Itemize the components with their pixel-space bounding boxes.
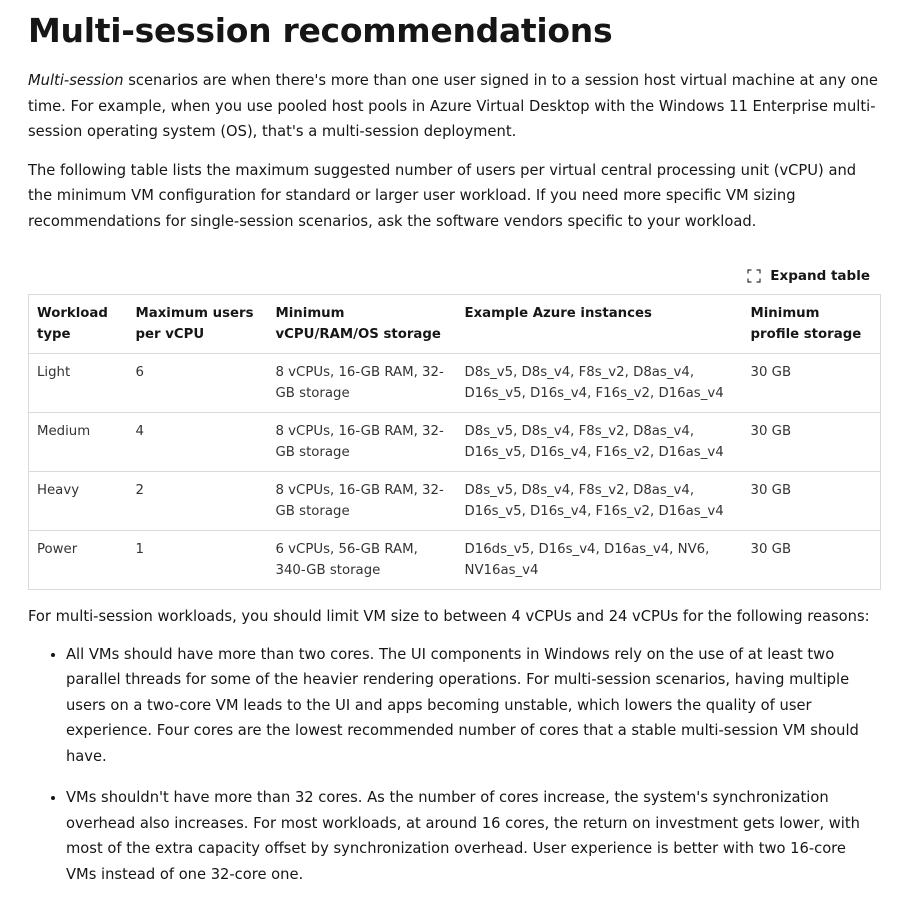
cell-example-instances: D8s_v5, D8s_v4, F8s_v2, D8as_v4, D16s_v5, D16s_v4, F16s_v2, D16as_v4 bbox=[457, 354, 743, 413]
cell-example-instances: D8s_v5, D8s_v4, F8s_v2, D8as_v4, D16s_v5, D16s_v4, F16s_v2, D16as_v4 bbox=[457, 472, 743, 531]
cell-profile-storage: 30 GB bbox=[743, 472, 881, 531]
header-max-users: Maximum users per vCPU bbox=[128, 295, 268, 354]
table-row bbox=[29, 531, 881, 590]
recommendations-table bbox=[28, 294, 881, 590]
table-header-row bbox=[29, 295, 881, 354]
expand-icon bbox=[747, 269, 761, 283]
cell-profile-storage: 30 GB bbox=[750, 542, 792, 557]
cell-example-instances: D8s_v5, D8s_v4, F8s_v2, D8as_v4, D16s_v5, D16s_v4, F16s_v2, D16as_v4 bbox=[457, 413, 743, 472]
header-workload-type: Workload type bbox=[29, 295, 128, 354]
cell-workload-type: Light bbox=[29, 354, 128, 413]
page-title: Multi-session recommendations bbox=[28, 11, 613, 50]
list-item: • All VMs should have more than two cores. The UI components in Windows rely on the use of at least two parallel threads for some of the heavier rendering operations. For multi-session scenarios, having multiple users on a two-core VM leads to the UI and apps becoming unstable, which lowers the quality of user experience. Four cores are the lowest recommended number of cores that a stable multi-session VM should have. bbox=[66, 642, 880, 770]
header-example-instances: Example Azure instances bbox=[457, 295, 743, 354]
header-profile-storage: Minimum profile storage bbox=[743, 295, 881, 354]
reasons-list bbox=[28, 642, 880, 888]
cell-workload-type: Power bbox=[37, 542, 78, 557]
cell-min-config: 6 vCPUs, 56-GB RAM, 340-GB storage bbox=[275, 542, 418, 578]
table-row bbox=[29, 472, 881, 531]
cell-min-config: 8 vCPUs, 16-GB RAM, 32-GB storage bbox=[268, 472, 457, 531]
cell-min-config: 8 vCPUs, 16-GB RAM, 32-GB storage bbox=[268, 354, 457, 413]
cell-workload-type: Heavy bbox=[29, 472, 128, 531]
article bbox=[28, 8, 880, 903]
expand-table-button[interactable] bbox=[747, 268, 880, 284]
cell-profile-storage: 30 GB bbox=[743, 413, 881, 472]
cell-profile-storage: 30 GB bbox=[743, 354, 881, 413]
table-row bbox=[29, 354, 881, 413]
cell-max-users: 4 bbox=[128, 413, 268, 472]
cell-example-instances: D16ds_v5, D16s_v4, D16as_v4, NV6, NV16as_v4 bbox=[464, 542, 710, 578]
cell-max-users: 2 bbox=[128, 472, 268, 531]
vm-size-limit-paragraph: For multi-session workloads, you should limit VM size to between 4 vCPUs and 24 vCPUs for the following reasons: bbox=[28, 608, 870, 625]
multi-session-term: Multi-session bbox=[28, 72, 124, 89]
cell-max-users: 1 bbox=[135, 542, 144, 557]
expand-table-label: Expand table bbox=[770, 268, 870, 284]
intro-paragraph-2: The following table lists the maximum suggested number of users per virtual central processing unit (vCPU) and the minimum VM configuration for standard or larger user workload. If you need more specific VM sizing recommendations for single-session scenarios, ask the software vendors specific to your workload. bbox=[28, 161, 857, 230]
cell-workload-type: Medium bbox=[29, 413, 128, 472]
table-toolbar bbox=[28, 265, 880, 287]
cell-min-config: 8 vCPUs, 16-GB RAM, 32-GB storage bbox=[268, 413, 457, 472]
table-row bbox=[29, 413, 881, 472]
intro-paragraph-1 bbox=[28, 68, 880, 145]
cell-max-users: 6 bbox=[128, 354, 268, 413]
list-item: • VMs shouldn't have more than 32 cores. As the number of cores increase, the system's synchronization overhead also increases. For most workloads, at around 16 cores, the return on investment gets lower, with most of the extra capacity offset by synchronization overhead. User experience is better with two 16-core VMs instead of one 32-core one. bbox=[66, 785, 880, 887]
intro-paragraph-1-text: scenarios are when there's more than one user signed in to a session host virtual machine at any one time. For example, when you use pooled host pools in Azure Virtual Desktop with the Windows 11 Enterprise multi-session operating system (OS), that's a multi-session deployment. bbox=[28, 72, 878, 140]
header-min-config: Minimum vCPU/RAM/OS storage bbox=[268, 295, 457, 354]
